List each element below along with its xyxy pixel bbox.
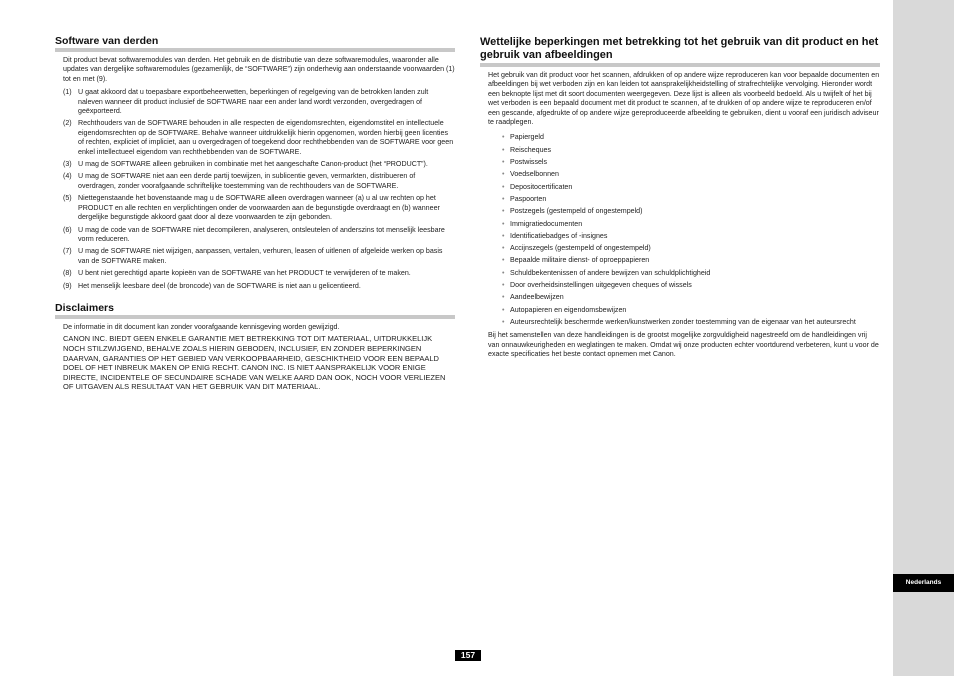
condition-number: (5)	[63, 194, 72, 203]
software-condition-item	[63, 88, 455, 116]
disclaimers-section-title: Disclaimers	[55, 303, 455, 319]
prohibited-document-item	[502, 195, 880, 204]
bullet-icon: •	[502, 244, 505, 253]
bullet-icon: •	[502, 268, 505, 277]
condition-text: Rechthouders van de SOFTWARE behouden in alle respecten de eigendomsrechten, eigendomstitel en intellectuele eigendomsrechten op de SOFTWARE. Behalve wanneer uitdrukkelijk hierin opgenomen, worden hierbij geen licenties of rechten, expliciet of impliciet, aan u overgedragen of toegekend door rechthebbenden van de SOFTWARE voor geen enkel intellectueel eigendom van rechthebbenden van de SOFTWARE.	[78, 119, 454, 156]
software-condition-item	[63, 172, 455, 191]
condition-text: U gaat akkoord dat u toepasbare exportbeheerwetten, beperkingen of regelgeving van de betrokken landen zult naleven wanneer dit product inclusief de SOFTWARE naar een ander land wordt verzonden, overgedragen of geëxporteerd.	[78, 88, 429, 116]
condition-number: (7)	[63, 247, 72, 256]
condition-number: (8)	[63, 269, 72, 278]
prohibited-document-item	[502, 232, 880, 241]
prohibited-document-text: Door overheidsinstellingen uitgegeven cheques of wissels	[510, 281, 692, 289]
prohibited-document-text: Postwissels	[510, 158, 548, 167]
software-condition-item	[63, 160, 455, 169]
condition-text: U mag de SOFTWARE niet wijzigen, aanpassen, vertalen, verhuren, leasen of uitlenen of afgeleide werken op basis van de SOFTWARE maken.	[78, 247, 443, 265]
bullet-icon: •	[502, 170, 505, 179]
bullet-icon: •	[502, 281, 505, 289]
prohibited-document-text: Voedselbonnen	[510, 170, 559, 179]
prohibited-documents-list	[502, 133, 880, 327]
condition-number: (2)	[63, 119, 72, 128]
condition-text: U bent niet gerechtigd aparte kopieën van de SOFTWARE van het PRODUCT te verwijderen of te maken.	[78, 269, 411, 278]
software-condition-item	[63, 194, 455, 222]
prohibited-document-text: Bepaalde militaire dienst- of oproeppapieren	[510, 256, 650, 265]
prohibited-document-item	[502, 269, 880, 278]
bullet-icon: •	[502, 317, 505, 326]
prohibited-document-item	[502, 281, 880, 290]
page-number: 157	[455, 650, 481, 661]
prohibited-document-text: Schuldbekentenissen of andere bewijzen van schuldplichtigheid	[510, 268, 711, 277]
condition-number: (9)	[63, 281, 72, 290]
prohibited-document-text: Autopapieren en eigendomsbewijzen	[510, 305, 627, 314]
prohibited-document-item	[502, 306, 880, 315]
prohibited-document-item	[502, 293, 880, 302]
legal-closing: Bij het samenstellen van deze handleidingen is de grootst mogelijke zorgvuldigheid nagestreefd om de handleidingen vrij van onnauwkeurigheden en weglatingen te maken. Omdat wij onze producten echter voortdurend verbeteren, kunt u voor de exacte specificaties het beste contact opnemen met Canon.	[488, 331, 879, 359]
bullet-icon: •	[502, 182, 505, 191]
software-condition-item	[63, 282, 455, 291]
prohibited-document-text: Papiergeld	[510, 133, 544, 142]
condition-text: U mag de SOFTWARE alleen gebruiken in combinatie met het aangeschafte Canon-product (het “PRODUCT”).	[78, 160, 428, 169]
prohibited-document-item	[502, 183, 880, 192]
prohibited-document-item	[502, 244, 880, 253]
condition-number: (4)	[63, 172, 72, 181]
prohibited-document-item	[502, 207, 880, 216]
prohibited-document-item	[502, 146, 880, 155]
condition-number: (1)	[63, 88, 72, 97]
prohibited-document-text: Accijnszegels (gestempeld of ongestempeld)	[510, 244, 651, 253]
bullet-icon: •	[502, 256, 505, 265]
disclaimers-intro: De informatie in dit document kan zonder voorafgaande kennisgeving worden gewijzigd.	[63, 322, 340, 331]
prohibited-document-text: Auteursrechtelijk beschermde werken/kunstwerken zonder toestemming van de eigenaar van het auteursrecht	[510, 317, 856, 326]
disclaimers-warranty-text: CANON INC. BIEDT GEEN ENKELE GARANTIE MET BETREKKING TOT DIT MATERIAAL, UITDRUKKELIJK NOCH STILZWIJGEND, BEHALVE ZOALS HIERIN GEBODEN, INCLUSIEF, EN ZONDER BEPERKINGEN DAARVAN, GARANTIES OP HET GEBIED VAN VERKOOPBAARHEID, GESCHIKTHEID VOOR EEN BEPAALD DOEL OF HET INBREUK MAKEN OP ENIG RECHT. CANON INC. IS NIET AANSPRAKELIJK VOOR ENIGE DIRECTE, INCIDENTELE OF SECUNDAIRE SCHADE VAN WELKE AARD DAN OOK, NOCH VOOR VERLIEZEN OF UITGAVEN ALS RESULTAAT VAN HET GEBRUIK VAN DIT MATERIAAL.	[63, 334, 446, 392]
prohibited-document-item	[502, 133, 880, 142]
condition-text: Het menselijk leesbare deel (de broncode) van de SOFTWARE is niet aan u gelicentieerd.	[78, 281, 361, 290]
software-condition-item	[63, 226, 455, 245]
left-column	[55, 36, 455, 392]
software-condition-item	[63, 119, 455, 157]
bullet-icon: •	[502, 305, 505, 314]
prohibited-document-item	[502, 318, 880, 327]
software-section-body	[55, 56, 455, 291]
prohibited-document-item	[502, 170, 880, 179]
legal-intro: Het gebruik van dit product voor het scannen, afdrukken of op andere wijze reproduceren kan voor bepaalde documenten en afbeeldingen bij wet verboden zijn en kan leiden tot aansprakelijkheidstelling of strafrechtelijke vervolging. Hieronder wordt een beknopte lijst met dit soort documenten weergegeven. Deze lijst is alleen als voorbeeld bedoeld. Als u twijfelt of het bij wet verboden is een bepaald document met dit product te scannen, af te drukken of op andere wijze te reproduceren en/of een gescande, afgedrukte of op andere wijze gereproduceerde afbeelding te gebruiken, dient u vooraf een juridisch adviseur te raadplegen.	[488, 71, 880, 127]
disclaimers-section-body	[55, 323, 455, 392]
condition-text: U mag de code van de SOFTWARE niet decompileren, analyseren, ontsleutelen of anderszins tot menselijk leesbare vorm reduceren.	[78, 225, 445, 243]
bullet-icon: •	[502, 145, 505, 154]
software-section-title: Software van derden	[55, 36, 455, 52]
prohibited-document-text: Immigratiedocumenten	[510, 219, 583, 228]
prohibited-document-text: Identificatiebadges of -insignes	[510, 231, 608, 240]
bullet-icon: •	[502, 207, 505, 216]
language-tab[interactable]: Nederlands	[893, 574, 954, 592]
prohibited-document-text: Postzegels (gestempeld of ongestempeld)	[510, 207, 643, 216]
bullet-icon: •	[502, 293, 505, 302]
bullet-icon: •	[502, 194, 505, 203]
bullet-icon: •	[502, 219, 505, 228]
software-condition-item	[63, 247, 455, 266]
prohibited-document-text: Depositocertificaten	[510, 182, 573, 191]
condition-text: U mag de SOFTWARE niet aan een derde partij toewijzen, in sublicentie geven, vermarkten, distribueren of overdragen, zonder voorafgaande schriftelijke toestemming van de rechthouders van de SOFTWARE.	[78, 172, 416, 190]
condition-number: (6)	[63, 225, 72, 234]
prohibited-document-item	[502, 256, 880, 265]
software-condition-item	[63, 269, 455, 278]
prohibited-document-text: Paspoorten	[510, 194, 547, 203]
bullet-icon: •	[502, 158, 505, 167]
prohibited-document-item	[502, 158, 880, 167]
legal-section-title: Wettelijke beperkingen met betrekking tot het gebruik van dit product en het gebruik van afbeeldingen	[480, 36, 880, 67]
software-intro: Dit product bevat softwaremodules van derden. Het gebruik en de distributie van deze softwaremodules, waaronder alle updates van dergelijke softwaremodules (gezamenlijk, de “SOFTWARE”) zijn onderhevig aan onderstaande voorwaarden (1) tot en met (9).	[63, 56, 455, 83]
legal-section-body	[480, 71, 880, 360]
bullet-icon: •	[502, 231, 505, 240]
condition-text: Niettegenstaande het bovenstaande mag u de SOFTWARE alleen overdragen wanneer (a) u al uw rechten op het PRODUCT en alle rechten en verplichtingen onder de voorwaarden aan de begunstigde overdraagt en (b) wanneer dergelijke begunstigde akkoord gaat door al deze voorwaarden te zijn gebonden.	[78, 194, 440, 222]
prohibited-document-text: Aandeelbewijzen	[510, 293, 564, 302]
condition-number: (3)	[63, 160, 72, 169]
bullet-icon: •	[502, 133, 505, 142]
prohibited-document-text: Reischeques	[510, 145, 552, 154]
right-column	[480, 36, 880, 360]
prohibited-document-item	[502, 220, 880, 229]
software-conditions-list	[63, 88, 455, 291]
